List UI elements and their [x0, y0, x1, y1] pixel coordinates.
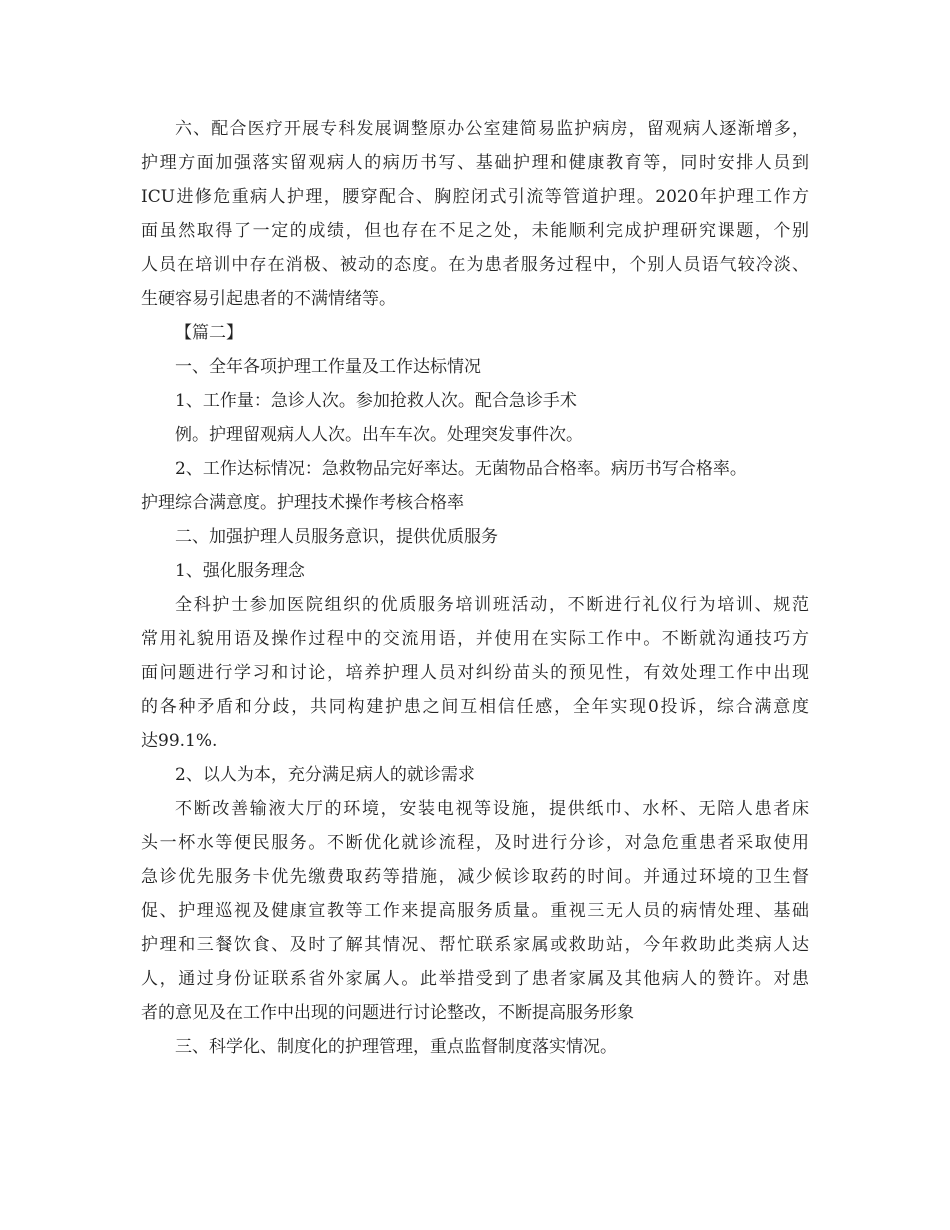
text-line: 的各种矛盾和分歧，共同构建护患之间互相信任感，全年实现0投诉，综合满意度 — [141, 697, 809, 717]
text-line: 例。护理留观病人人次。出车车次。处理突发事件次。 — [175, 425, 583, 445]
text-line: 常用礼貌用语及操作过程中的交流用语，并使用在实际工作中。不断就沟通技巧方 — [141, 629, 809, 649]
text-line: 护理和三餐饮食、及时了解其情况、帮忙联系家属或救助站，今年救助此类病人达 — [141, 935, 809, 955]
text-line: 2、工作达标情况：急救物品完好率达。无菌物品合格率。病历书写合格率。 — [175, 459, 747, 479]
text-line: 【篇二】 — [175, 323, 243, 343]
text-line: 一、全年各项护理工作量及工作达标情况 — [175, 357, 481, 377]
text-line: 面问题进行学习和讨论，培养护理人员对纠纷苗头的预见性，有效处理工作中出现 — [141, 663, 809, 683]
text-line: 人，通过身份证联系省外家属人。此举措受到了患者家属及其他病人的赞许。对患 — [141, 969, 809, 989]
text-line: 全科护士参加医院组织的优质服务培训班活动，不断进行礼仪行为培训、规范 — [175, 595, 809, 615]
text-line: 2、以人为本，充分满足病人的就诊需求 — [175, 765, 475, 785]
text-line: 急诊优先服务卡优先缴费取药等措施，减少候诊取药的时间。并通过环境的卫生督 — [141, 867, 809, 887]
text-line: 护理综合满意度。护理技术操作考核合格率 — [141, 493, 464, 513]
text-line: 1、工作量：急诊人次。参加抢救人次。配合急诊手术 — [175, 391, 577, 411]
text-line: 1、强化服务理念 — [175, 561, 305, 581]
text-line: 护理方面加强落实留观病人的病历书写、基础护理和健康教育等，同时安排人员到 — [141, 153, 809, 173]
document-body — [141, 112, 809, 1064]
text-line: 促、护理巡视及健康宣教等工作来提高服务质量。重视三无人员的病情处理、基础 — [141, 901, 809, 921]
text-line: 不断改善输液大厅的环境，安装电视等设施，提供纸巾、水杯、无陪人患者床 — [175, 799, 809, 819]
text-line: 头一杯水等便民服务。不断优化就诊流程，及时进行分诊，对急危重患者采取使用 — [141, 833, 809, 853]
text-line: 三、科学化、制度化的护理管理，重点监督制度落实情况。 — [175, 1037, 617, 1057]
text-line: 面虽然取得了一定的成绩，但也存在不足之处，未能顺利完成护理研究课题，个别 — [141, 221, 809, 241]
text-line: ICU进修危重病人护理，腰穿配合、胸腔闭式引流等管道护理。2020年护理工作方 — [141, 187, 809, 207]
text-line: 者的意见及在工作中出现的问题进行讨论整改，不断提高服务形象 — [141, 1003, 634, 1023]
text-line: 生硬容易引起患者的不满情绪等。 — [141, 289, 396, 309]
text-line: 人员在培训中存在消极、被动的态度。在为患者服务过程中，个别人员语气较冷淡、 — [141, 255, 809, 275]
text-line: 六、配合医疗开展专科发展调整原办公室建简易监护病房，留观病人逐渐增多， — [175, 119, 809, 139]
text-line: 二、加强护理人员服务意识，提供优质服务 — [175, 527, 498, 547]
text-line: 达99.1%. — [141, 731, 218, 751]
